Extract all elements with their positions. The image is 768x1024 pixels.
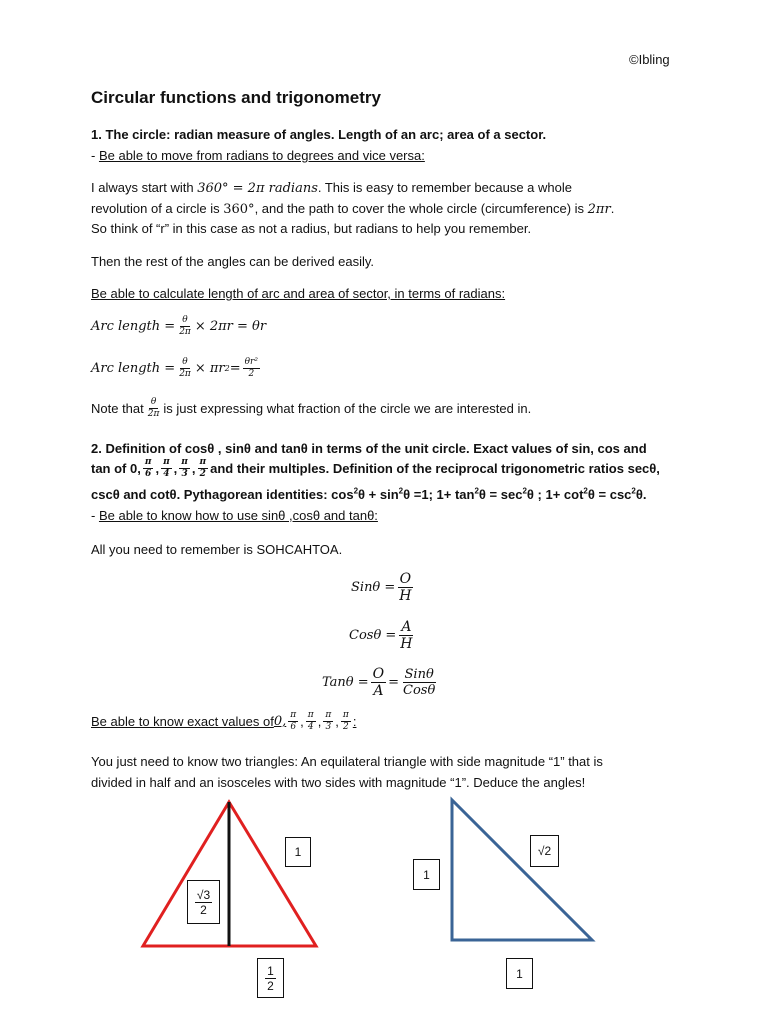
numerator: θr² xyxy=(244,357,258,367)
fraction xyxy=(371,667,386,698)
numerator: Sinθ xyxy=(404,667,434,682)
para-2: Then the rest of the angles can be derived easily. xyxy=(91,254,375,269)
numerator: π xyxy=(307,710,314,720)
text: Note that xyxy=(91,401,144,416)
denominator: 6 xyxy=(290,722,297,732)
t: θ ; 1+ cot xyxy=(526,487,584,502)
t: θ = csc xyxy=(587,487,632,502)
fraction xyxy=(195,889,212,916)
denominator: 2π xyxy=(147,409,160,419)
fraction-pi-4 xyxy=(161,458,172,479)
text: tan of 0, xyxy=(91,461,141,476)
fraction xyxy=(243,358,260,379)
text: . xyxy=(610,201,615,216)
fraction xyxy=(398,620,414,651)
denominator: 2 xyxy=(267,978,274,993)
numerator: A xyxy=(401,619,412,635)
fraction-pi-3 xyxy=(179,458,190,479)
comma: , xyxy=(335,714,339,729)
fraction-pi-3 xyxy=(323,711,333,732)
para-1-line-1 xyxy=(91,180,572,196)
denominator: 4 xyxy=(163,469,170,479)
sub-text: Be able to know how to use sinθ ,cosθ and tanθ: xyxy=(98,508,378,523)
numerator: O xyxy=(399,571,412,587)
fraction xyxy=(177,358,193,379)
denominator: Cosθ xyxy=(403,683,436,698)
t: θ = sec xyxy=(478,487,523,502)
denominator: 2 xyxy=(248,369,255,379)
numerator: 1 xyxy=(267,963,274,978)
eq-rhs: × 2πr = θr xyxy=(194,319,267,334)
fraction-pi-4 xyxy=(306,711,316,732)
math: 360° xyxy=(223,202,255,217)
t: θ =1; 1+ tan xyxy=(403,487,475,502)
para-1-line-3: So think of “r” in this case as not a radius, but radians to help you remember. xyxy=(91,221,532,236)
sub-text: Be able to move from radians to degrees and vice versa: xyxy=(98,148,425,163)
section-2-heading-line-2 xyxy=(91,458,660,479)
numerator: π xyxy=(290,710,297,720)
fraction-pi-6 xyxy=(143,458,154,479)
label-sqrt2: √2 xyxy=(530,835,559,867)
math: 2πr xyxy=(587,202,611,217)
numerator: π xyxy=(325,710,332,720)
fraction xyxy=(177,316,193,337)
label-leg-bottom: 1 xyxy=(506,958,533,989)
equation-cos xyxy=(349,620,417,651)
text: revolution of a circle is xyxy=(91,201,224,216)
denominator: 3 xyxy=(181,469,188,479)
equation-sector-area: Arc length = $\frac{\theta}{2\pi}$ × πr 2 = $\frac{\text{θr²}}{2}$ xyxy=(91,357,258,379)
sohcahtoa-line: All you need to remember is SOHCAHTOA. xyxy=(91,542,343,557)
text: , and the path to cover the whole circle (circumference) is xyxy=(254,201,588,216)
math: 360° = 2π radians xyxy=(197,181,318,196)
dash: - xyxy=(91,148,99,163)
equation-sin xyxy=(351,572,416,603)
label-sqrt3-over-2 xyxy=(187,880,220,924)
denominator: 3 xyxy=(325,722,332,732)
exp: 2 xyxy=(583,486,588,496)
label-side-one: 1 xyxy=(285,837,311,867)
exp: 2 xyxy=(474,486,479,496)
section-2-heading-line-3 xyxy=(91,487,647,502)
text: . This is easy to remember because a whole xyxy=(317,180,572,195)
eq-equals: = xyxy=(229,361,241,376)
t: θ + sin xyxy=(358,487,399,502)
numerator: π xyxy=(199,457,207,467)
eq-lhs: Cosθ = xyxy=(349,628,397,643)
triangles-figure xyxy=(0,790,768,1024)
eq-lhs: Sinθ = xyxy=(351,580,396,595)
eq-lhs: Tanθ = xyxy=(322,675,369,690)
denominator: H xyxy=(400,636,413,652)
text: Be able to know exact values of xyxy=(91,714,274,729)
denominator: 2 xyxy=(200,902,207,917)
comma: , xyxy=(191,461,196,476)
denominator: 2 xyxy=(342,722,349,732)
comma: , xyxy=(173,461,178,476)
page-title: Circular functions and trigonometry xyxy=(91,88,381,107)
t: cscθ and cotθ. Pythagorean identities: cos xyxy=(91,487,354,502)
numerator: θ xyxy=(182,315,188,325)
comma: , xyxy=(300,714,304,729)
section-1-sub-2: Be able to calculate length of arc and area of sector, in terms of radians: xyxy=(91,286,506,301)
triangles-line-1: You just need to know two triangles: An equilateral triangle with side magnitude “1” that is xyxy=(91,754,603,769)
section-1-heading: 1. The circle: radian measure of angles. Length of an arc; area of a sector. xyxy=(91,127,547,142)
denominator: H xyxy=(399,588,412,604)
fraction-pi-2 xyxy=(341,711,351,732)
triangles-line-2: divided in half and an isosceles with two sides with magnitude “1”. Deduce the angles! xyxy=(91,775,586,790)
eq-lhs: Arc length = xyxy=(91,361,176,376)
eq-mid: × πr xyxy=(194,361,225,376)
numerator: π xyxy=(144,457,152,467)
section-2-heading-line-1: 2. Definition of cosθ , sinθ and tanθ in terms of the unit circle. Exact values of sin, cos and xyxy=(91,441,647,456)
exp: 2 xyxy=(631,486,636,496)
copyright: ©Ibling xyxy=(629,52,670,67)
denominator: 2π xyxy=(179,327,191,337)
denominator: 6 xyxy=(145,469,152,479)
eq-lhs: Arc length = xyxy=(91,319,176,334)
numerator: π xyxy=(342,710,349,720)
numerator: π xyxy=(163,457,170,467)
numerator: √3 xyxy=(196,887,211,902)
denominator: A xyxy=(373,683,384,699)
section-2-sub xyxy=(91,508,378,523)
fraction-pi-2 xyxy=(198,458,209,479)
fraction xyxy=(397,572,413,603)
exp: 2 xyxy=(353,486,359,496)
label-leg-left: 1 xyxy=(413,859,440,890)
numerator: π xyxy=(181,457,188,467)
numerator: O xyxy=(372,666,385,682)
denominator: 2 xyxy=(199,469,206,479)
denominator: 2π xyxy=(179,369,191,379)
t: θ. xyxy=(635,487,647,502)
numerator: θ xyxy=(150,397,157,407)
para-1-line-2 xyxy=(91,201,614,217)
section-1-sub xyxy=(91,148,425,163)
note-line xyxy=(91,398,531,419)
text: I always start with xyxy=(91,180,198,195)
section-2-sub-3 xyxy=(91,711,356,732)
dash: - xyxy=(91,508,99,523)
colon: : xyxy=(352,714,357,729)
fraction xyxy=(146,398,162,419)
eq-equals: = xyxy=(388,675,400,690)
denominator: 4 xyxy=(307,722,314,732)
exp: 2 xyxy=(522,486,527,496)
text: and their multiples. Definition of the reciprocal trigonometric ratios secθ, xyxy=(210,461,660,476)
zero: 0, xyxy=(273,714,287,729)
isosceles-right-triangle xyxy=(452,800,592,940)
equation-tan xyxy=(322,667,439,698)
comma: , xyxy=(317,714,322,729)
numerator: θ xyxy=(182,357,188,367)
equation-arc-length xyxy=(91,316,266,337)
label-one-half xyxy=(257,958,284,998)
text: is just expressing what fraction of the circle we are interested in. xyxy=(163,401,532,416)
fraction xyxy=(401,668,437,697)
exp: 2 xyxy=(398,486,404,496)
fraction xyxy=(265,965,276,992)
fraction-pi-6 xyxy=(288,711,298,732)
comma: , xyxy=(155,461,160,476)
